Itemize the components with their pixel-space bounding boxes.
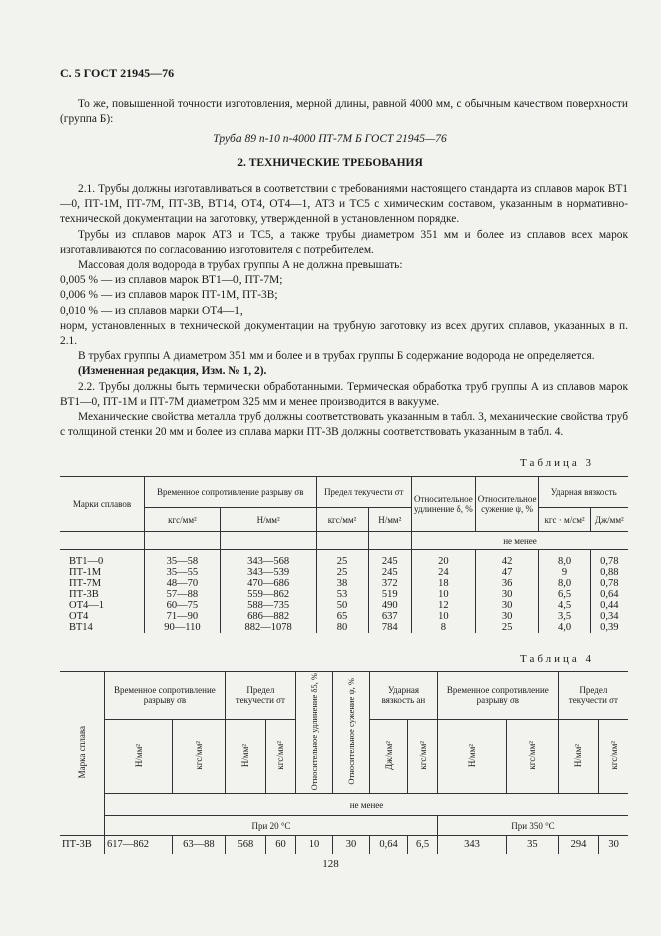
- t3-header-contraction: Относительное сужение ψ, %: [475, 477, 539, 532]
- t3-unit: Н/мм²: [220, 508, 316, 532]
- t3-unit: кгс/мм²: [145, 508, 221, 532]
- example-designation: Труба 89 п-10 п-4000 ПТ-7М Б ГОСТ 21945—76: [213, 133, 447, 145]
- table-row: ВТ1—0 35—58 343—568 25 245 20 42 8,0 0,78: [60, 556, 628, 567]
- t3-unit: Дж/мм²: [590, 508, 628, 532]
- t4-at-350: При 350 °С: [437, 816, 628, 836]
- t4-header-yield-350: Предел текучести σт: [558, 672, 628, 720]
- t4-header-impact: Ударная вязкость ан: [369, 672, 437, 720]
- t4-header-tensile-350: Временное сопротивление разрыву σв: [437, 672, 558, 720]
- section-title: 2. ТЕХНИЧЕСКИЕ ТРЕБОВАНИЯ: [237, 157, 423, 169]
- table-row: ОТ4—1 60—75 588—735 50 490 12 30 4,5 0,44: [60, 600, 628, 611]
- t4-not-less: не менее: [105, 794, 629, 816]
- t3-header-elongation: Относительное удлинение δ, %: [412, 477, 476, 532]
- t3-unit: кгс · м/см²: [539, 508, 590, 532]
- section-body: [60, 182, 628, 440]
- paragraph-2-1: 2.1. Трубы должны изготавливаться в соответствии с требованиями настоящего стандарта из сплавов марок ВТ1—0, ПТ-1М, ПТ-7М, ПТ-3В, ВТ14, ОТ4, ОТ4—1, АТ3 и ТС5 с химическим составом, указанным в нормативно-технической документации на заготовку, утвержденной в установленном порядке.: [60, 183, 628, 226]
- paragraph-2-2: 2.2. Трубы должны быть термически обработанными. Термическая обработка труб группы А из сплавов марок ВТ1—0, ПТ-1М и ПТ-7М диаметром 325 мм и менее производится в вакууме.: [60, 380, 628, 408]
- page-header: С. 5 ГОСТ 21945—76: [60, 66, 175, 80]
- t3-header-impact: Ударная вязкость: [539, 477, 628, 508]
- table-4: Марка сплава Временное сопротивление разрыву σв Предел текучести σт Относительное удлинение δ5, % Относительное сужение ψ, % Ударная вязкость ан Временное сопротивление разрыву σв Предел текучести σт Н/мм² кгс/мм² Н/мм² кгс/мм² Дж/мм² кгс/мм² Н/мм² кгс/мм² Н/мм² кгс/мм² не менее При 20 °С При 350 °С ПТ-3В 617—862 63—88 568 60 10 30 0,64 6,5 343 35 294 30: [60, 671, 628, 854]
- t4-header-contraction: Относительное сужение ψ, %: [332, 672, 369, 794]
- t4-header-elongation: Относительное удлинение δ5, %: [295, 672, 332, 794]
- t4-at-20: При 20 °С: [105, 816, 438, 836]
- t3-header-tensile: Временное сопротивление разрыву σв: [145, 477, 317, 508]
- hydrogen-line: 0,006 % — из сплавов марок ПТ-1М, ПТ-3В;: [60, 289, 278, 302]
- t4-header-mark: Марка сплава: [60, 672, 105, 836]
- t3-unit: кгс/мм²: [316, 508, 368, 532]
- t3-header-marks: Марки сплавов: [60, 477, 145, 532]
- t3-unit: Н/мм²: [368, 508, 411, 532]
- paragraph-group-a: В трубах группы А диаметром 351 мм и более и в трубах группы Б содержание водорода не определяется.: [78, 350, 595, 363]
- table-row: ПТ-7М 48—70 470—686 38 372 18 36 8,0 0,78: [60, 578, 628, 589]
- paragraph-norms: норм, установленных в технической документации на трубную заготовку из всех других сплавов, указанных в п. 2.1.: [60, 319, 628, 348]
- paragraph-hydrogen: Массовая доля водорода в трубах группы А не должна превышать:: [78, 259, 403, 272]
- table-row: ПТ-3В 617—862 63—88 568 60 10 30 0,64 6,5 343 35 294 30: [60, 836, 628, 855]
- hydrogen-line: 0,010 % — из сплавов марки ОТ4—1,: [60, 304, 243, 317]
- table-row: ПТ-3В 57—88 559—862 53 519 10 30 6,5 0,64: [60, 589, 628, 600]
- t3-header-yield: Предел текучести σт: [316, 477, 412, 508]
- paragraph-alloys-agreement: Трубы из сплавов марок АТ3 и ТС5, а также трубы диаметром 351 мм и более из сплавов всех марок изготавливаются по согласованию изготовителя с потребителем.: [60, 228, 628, 256]
- t4-header-yield: Предел текучести σт: [225, 672, 295, 720]
- table-row: ОТ4 71—90 686—882 65 637 10 30 3,5 0,34: [60, 611, 628, 622]
- table-3: [60, 476, 628, 633]
- intro-paragraph: То же, повышенной точности изготовления, мерной длины, равной 4000 мм, с обычным качеством поверхности (группа Б):: [60, 98, 628, 126]
- revision-note: (Измененная редакция, Изм. № 1, 2).: [78, 365, 267, 378]
- table4-caption: Таблица 4: [520, 653, 595, 665]
- paragraph-mechanical: Механические свойства металла труб должны соответствовать указанным в табл. 3, механические свойства труб с толщиной стенки 20 мм и более из сплава марки ПТ-3В должны соответствовать указанным в табл. 4.: [60, 411, 628, 439]
- table-row: ВТ14 90—110 882—1078 80 784 8 25 4,0 0,39: [60, 622, 628, 633]
- t4-header-tensile: Временное сопротивление разрыву σв: [105, 672, 226, 720]
- hydrogen-line: 0,005 % — из сплавов марок ВТ1—0, ПТ-7М;: [60, 274, 283, 287]
- table3-caption: Таблица 3: [520, 457, 595, 469]
- t3-not-less: не менее: [412, 532, 628, 550]
- page-number: 128: [322, 858, 339, 870]
- table-row: ПТ-1М 35—55 343—539 25 245 24 47 9 0,88: [60, 567, 628, 578]
